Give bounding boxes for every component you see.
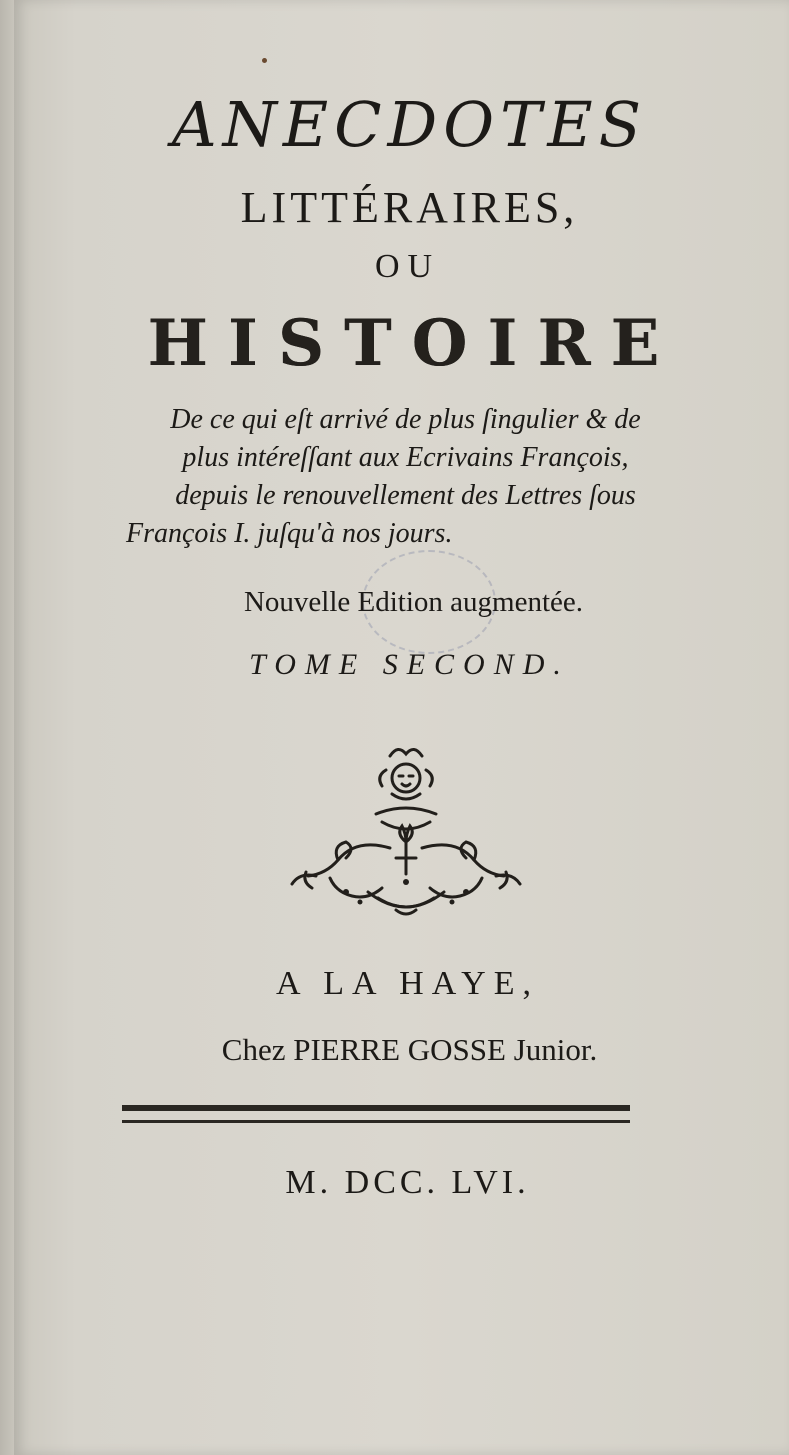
edition-statement: Nouvelle Edition augmentée. bbox=[243, 586, 584, 618]
double-rule-thin bbox=[122, 1120, 630, 1123]
imprint-place: A LA HAYE, bbox=[276, 965, 539, 1002]
floral-vignette-icon bbox=[286, 742, 526, 924]
subtitle-line-1: De ce qui eſt arrivé de plus ſingulier & de bbox=[170, 404, 641, 435]
title-anecdotes: ANECDOTES bbox=[171, 88, 648, 161]
title-ou: OU bbox=[374, 248, 441, 285]
book-spine-edge bbox=[0, 0, 14, 1455]
imprint-date: M. DCC. LVI. bbox=[285, 1164, 530, 1201]
title-litteraires: LITTÉRAIRES, bbox=[240, 183, 579, 232]
volume-statement: TOME SECOND. bbox=[249, 648, 570, 681]
title-histoire: HISTOIRE bbox=[147, 306, 680, 381]
imprint-publisher: Chez PIERRE GOSSE Junior. bbox=[221, 1032, 598, 1067]
double-rule-thick bbox=[122, 1105, 630, 1111]
ink-speck bbox=[262, 58, 267, 63]
subtitle-line-2: plus intéreſſant aux Ecrivains François, bbox=[182, 442, 629, 473]
subtitle-line-4: François I. juſqu'à nos jours. bbox=[126, 518, 453, 549]
subtitle-line-3: depuis le renouvellement des Lettres ſous bbox=[175, 480, 636, 511]
title-page bbox=[14, 0, 789, 1455]
